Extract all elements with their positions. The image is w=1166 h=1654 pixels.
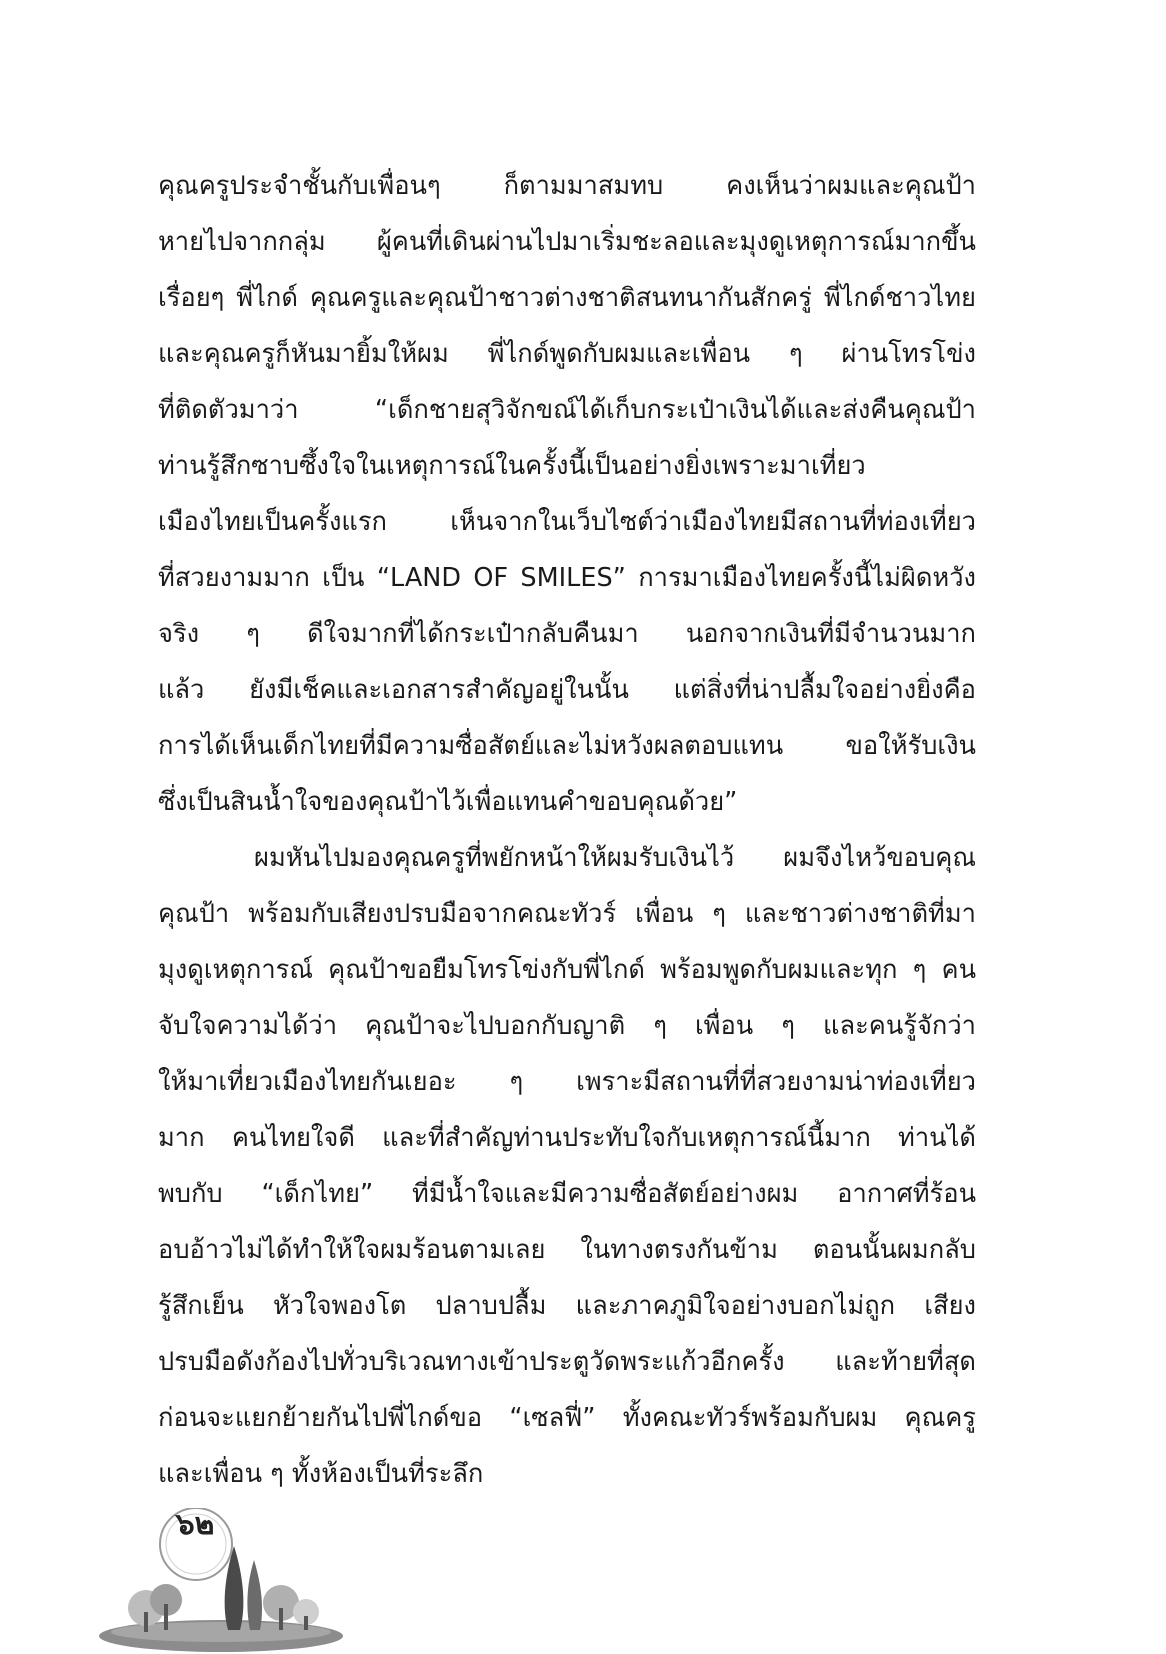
text-line: พบกับ “เด็กไทย” ที่มีน้ำใจและมีความซื่อสัตย์อย่างผม อากาศที่ร้อน — [158, 1179, 976, 1209]
text-line: ท่านรู้สึกซาบซึ้งใจในเหตุการณ์ในครั้งนี้เป็นอย่างยิ่งเพราะมาเที่ยว — [158, 451, 866, 481]
text-line: รู้สึกเย็น หัวใจพองโต ปลาบปลื้ม และภาคภูมิใจอย่างบอกไม่ถูก เสียง — [158, 1291, 976, 1321]
text-line: ซึ่งเป็นสินน้ำใจของคุณป้าไว้เพื่อแทนคำขอบคุณด้วย” — [158, 787, 738, 817]
page-body-text — [158, 158, 976, 1502]
text-line: จริง ๆ ดีใจมากที่ได้กระเป๋ากลับคืนมา นอกจากเงินที่มีจำนวนมาก — [158, 619, 976, 649]
text-line: ปรบมือดังก้องไปทั่วบริเวณทางเข้าประตูวัดพระแก้วอีกครั้ง และท้ายที่สุด — [158, 1347, 976, 1377]
page-number: ๖๒ — [175, 1507, 215, 1542]
paragraph-2 — [158, 830, 976, 1502]
text-line: และคุณครูก็หันมายิ้มให้ผม พี่ไกด์พูดกับผมและเพื่อน ๆ ผ่านโทรโข่ง — [158, 339, 976, 369]
text-line: มุงดูเหตุการณ์ คุณป้าขอยืมโทรโข่งกับพี่ไกด์ พร้อมพูดกับผมและทุก ๆ คน — [158, 955, 976, 985]
text-line: ที่สวยงามมาก เป็น “LAND OF SMILES” การมาเมืองไทยครั้งนี้ไม่ผิดหวัง — [158, 563, 976, 593]
text-line: การได้เห็นเด็กไทยที่มีความซื่อสัตย์และไม่หวังผลตอบแทน ขอให้รับเงิน — [158, 731, 976, 761]
text-line: ผมหันไปมองคุณครูที่พยักหน้าให้ผมรับเงินไว้ ผมจึงไหว้ขอบคุณ — [254, 843, 976, 873]
text-line: เรื่อยๆ พี่ไกด์ คุณครูและคุณป้าชาวต่างชาติสนทนากันสักครู่ พี่ไกด์ชาวไทย — [158, 283, 976, 313]
text-line: แล้ว ยังมีเช็คและเอกสารสำคัญอยู่ในนั้น แต่สิ่งที่น่าปลื้มใจอย่างยิ่งคือ — [158, 675, 976, 705]
text-line: จับใจความได้ว่า คุณป้าจะไปบอกกับญาติ ๆ เพื่อน ๆ และคนรู้จักว่า — [158, 1011, 976, 1041]
text-line: อบอ้าวไม่ได้ทำให้ใจผมร้อนตามเลย ในทางตรงกันข้าม ตอนนั้นผมกลับ — [158, 1235, 976, 1265]
paragraph-1 — [158, 158, 976, 830]
text-line: หายไปจากกลุ่ม ผู้คนที่เดินผ่านไปมาเริ่มชะลอและมุงดูเหตุการณ์มากขึ้น — [158, 227, 976, 257]
text-line: คุณครูประจำชั้นกับเพื่อนๆ ก็ตามมาสมทบ คงเห็นว่าผมและคุณป้า — [158, 171, 976, 201]
text-line: ที่ติดตัวมาว่า “เด็กชายสุวิจักขณ์ได้เก็บกระเป๋าเงินได้และส่งคืนคุณป้า — [158, 395, 976, 425]
text-line: มาก คนไทยใจดี และที่สำคัญท่านประทับใจกับเหตุการณ์นี้มาก ท่านได้ — [158, 1123, 976, 1153]
text-line: เมืองไทยเป็นครั้งแรก เห็นจากในเว็บไซต์ว่าเมืองไทยมีสถานที่ท่องเที่ยว — [158, 507, 976, 537]
text-line: ก่อนจะแยกย้ายกันไปพี่ไกด์ขอ “เซลฟี่” ทั้งคณะทัวร์พร้อมกับผม คุณครู — [158, 1403, 976, 1433]
text-line: และเพื่อน ๆ ทั้งห้องเป็นที่ระลึก — [158, 1459, 484, 1489]
text-line: ให้มาเที่ยวเมืองไทยกันเยอะ ๆ เพราะมีสถานที่ที่สวยงามน่าท่องเที่ยว — [158, 1067, 976, 1097]
text-line: คุณป้า พร้อมกับเสียงปรบมือจากคณะทัวร์ เพื่อน ๆ และชาวต่างชาติที่มา — [158, 899, 976, 929]
